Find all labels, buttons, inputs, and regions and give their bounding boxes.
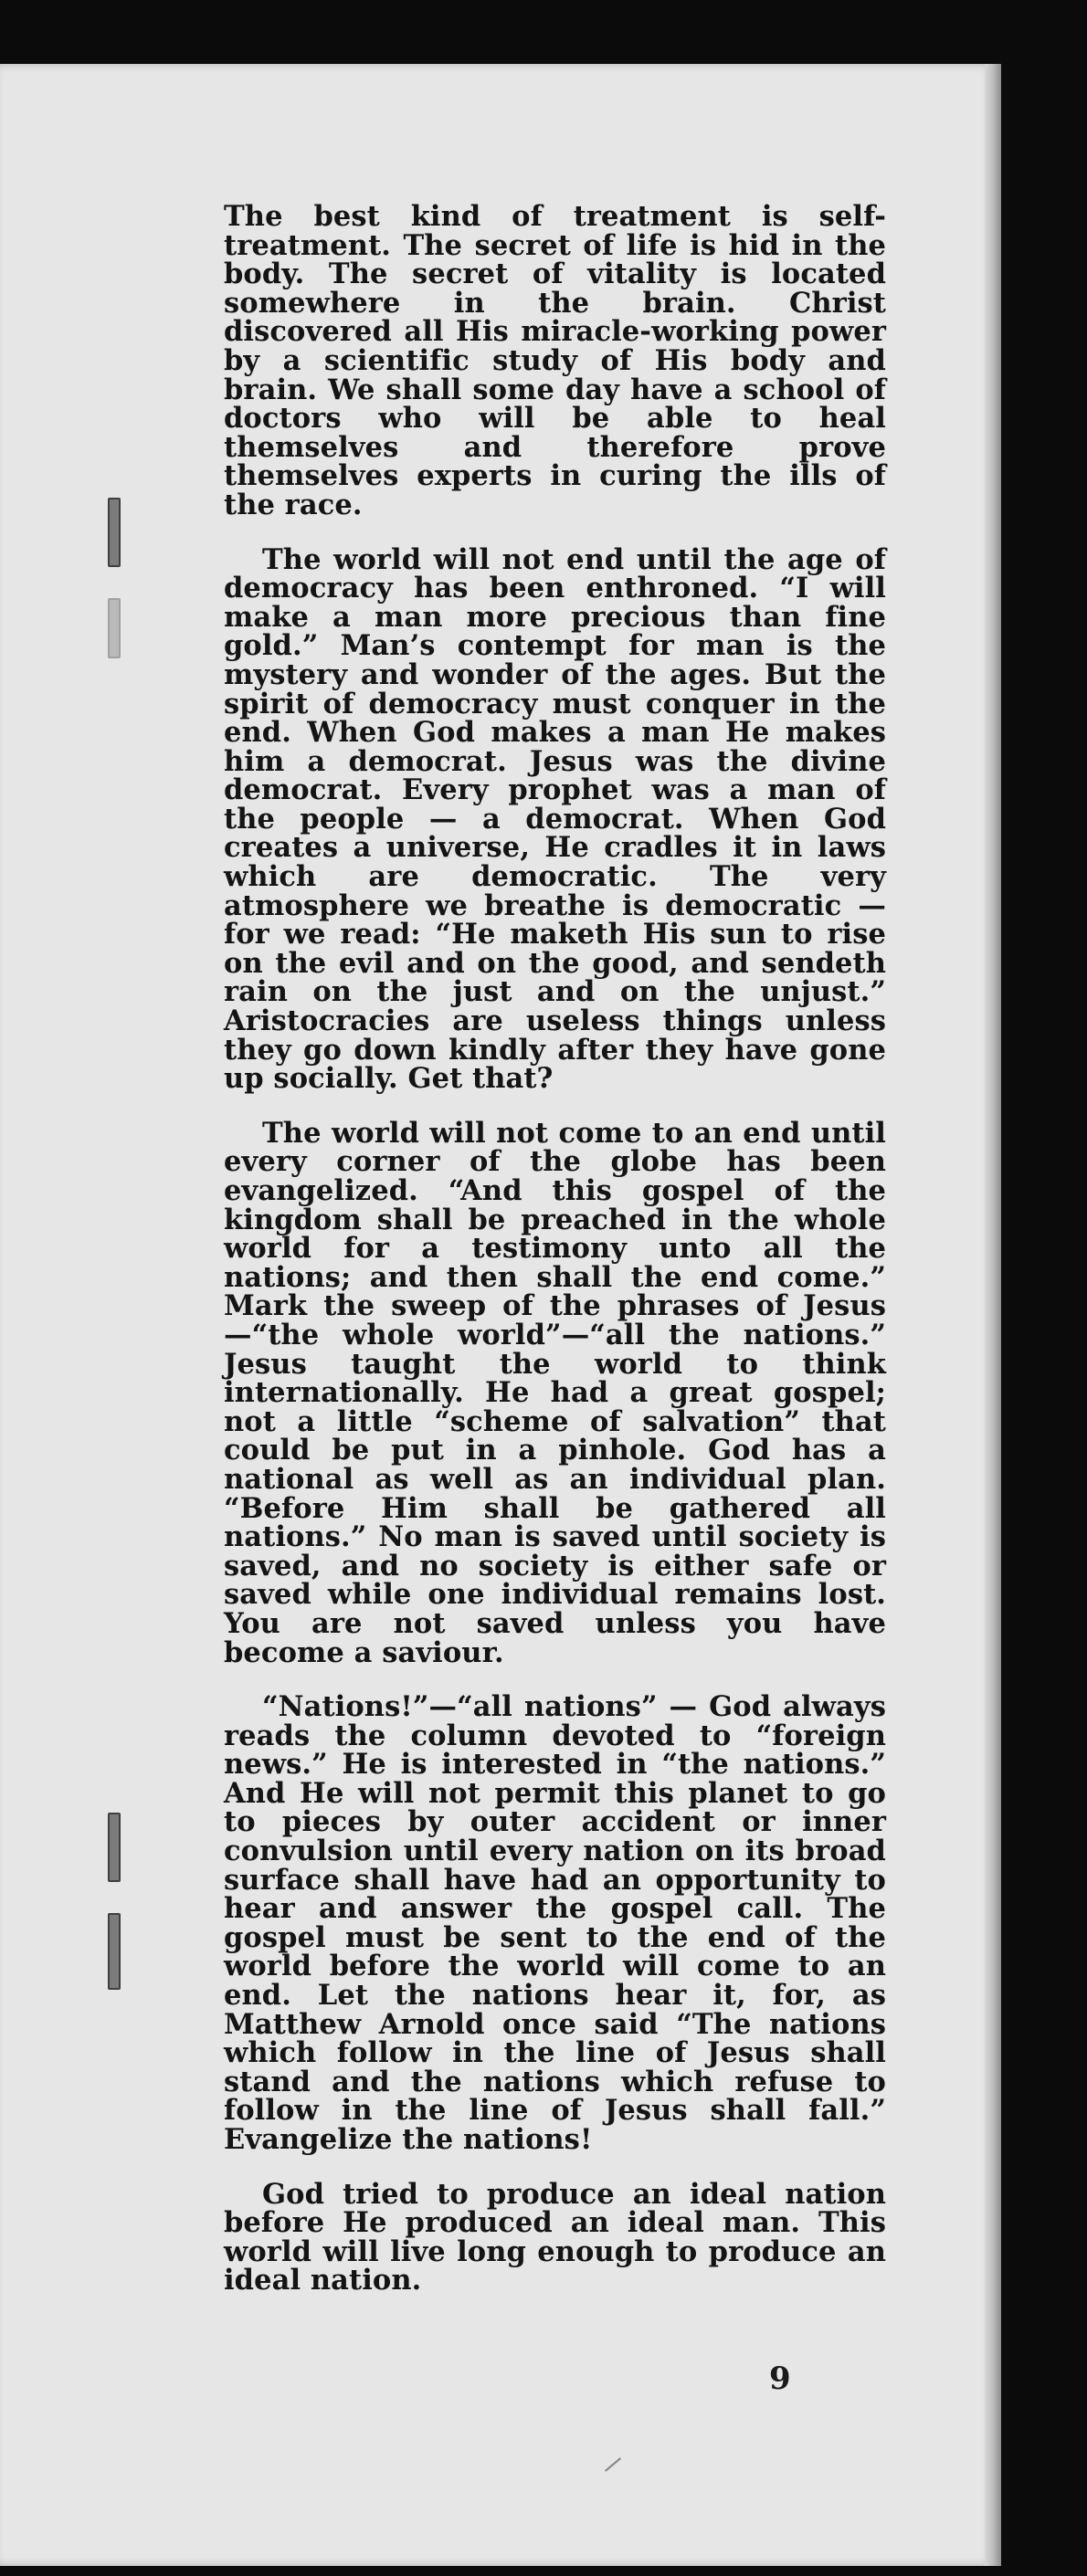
page-edge	[985, 64, 1001, 2566]
page-number: 9	[769, 2360, 791, 2397]
binding-mark	[108, 1913, 121, 1990]
paragraph-ideal-nation: God tried to produce an ideal nation before He produced an ideal man. This world will live long enough to produce an ideal nation.	[224, 2177, 886, 2297]
paragraph-evangelized: The world will not come to an end until every corner of the globe has been evangelized. “And this gospel of the kingdom shall be preached in the whole world for a testimony unto all the nations; and then shall the end come.” Mark the sweep of the phrases of Jesus—“the whole world”—“all the nations.” Jesus taught the world to think internationally. He had a great gospel; not a little “scheme of salvation” that could be put in a pinhole. God has a national as well as an individual plan. “Before Him shall be gathered all nations.” No man is saved until society is saved, and no society is either safe or saved while one individual remains lost. You are not saved unless you have become a saviour.	[224, 1116, 886, 1669]
article-body	[224, 200, 886, 2321]
binding-mark	[108, 498, 121, 567]
binding-mark	[108, 1813, 121, 1882]
paragraph-self-treatment: The best kind of treatment is self-treatment. The secret of life is hid in the body. The secret of vitality is located somewhere in the brain. Christ discovered all His miracle-working power by a scientific study of His body and brain. We shall some day have a school of doctors who will be able to heal themselves and therefore prove themselves experts in curing the ills of the race.	[224, 200, 886, 521]
binding-mark	[108, 598, 121, 658]
paragraph-nations: “Nations!”—“all nations” — God always reads the column devoted to “foreign news.” He is interested in “the nations.” And He will not permit this planet to go to pieces by outer accident or inner convulsion until every nation on its broad surface shall have had an opportunity to hear and answer the gospel call. The gospel must be sent to the end of the world before the world will come to an end. Let the nations hear it, for, as Matthew Arnold once said “The nations which follow in the line of Jesus shall stand and the nations which refuse to follow in the line of Jesus shall fall.” Evangelize the nations!	[224, 1690, 886, 2156]
paragraph-democracy: The world will not end until the age of democracy has been enthroned. “I will make a man more precious than fine gold.” Man’s contempt for man is the mystery and wonder of the ages. But the spirit of democracy must conquer in the end. When God makes a man He makes him a democrat. Jesus was the divine democrat. Every prophet was a man of the people — a democrat. When God creates a universe, He cradles it in laws which are democratic. The very atmosphere we breathe is democratic — for we read: “He maketh His sun to rise on the evil and on the good, and sendeth rain on the just and on the unjust.” Aristocracies are useless things unless they go down kindly after they have gone up socially. Get that?	[224, 542, 886, 1096]
